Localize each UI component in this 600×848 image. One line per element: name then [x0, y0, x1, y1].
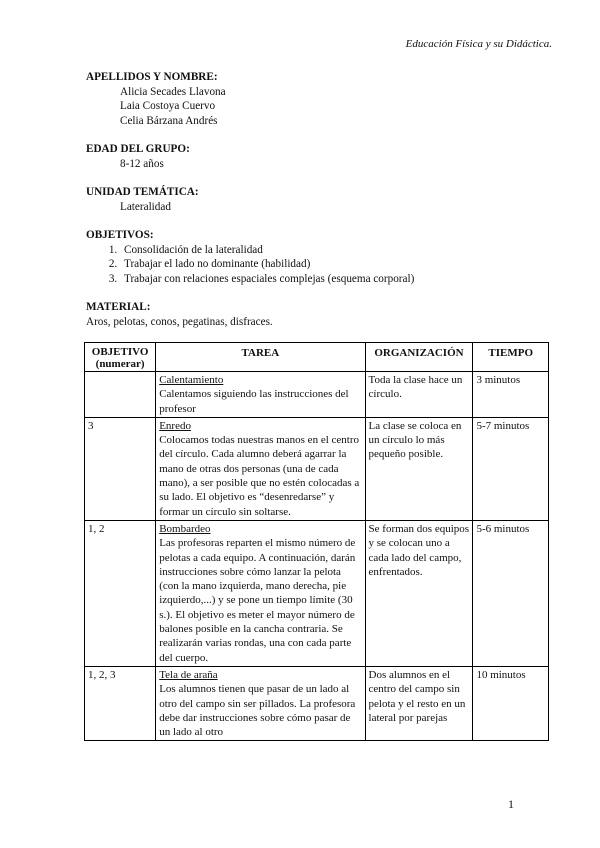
name-3: Celia Bárzana Andrés: [120, 114, 218, 127]
material-value: Aros, pelotas, conos, pegatinas, disfraces.: [86, 315, 273, 328]
header-organizacion: ORGANIZACIÓN: [365, 343, 473, 372]
task-description: Colocamos todas nuestras manos en el centro del círculo. Cada alumno deberá agarrar la mano de otras dos personas (una de cada mano), a ser posible que no estén colocadas a su lado. El objetivo es “desenredarse” y formar un círculo sin soltarse.: [159, 434, 360, 518]
edad-heading: EDAD DEL GRUPO:: [86, 143, 190, 155]
cell-organizacion: La clase se coloca en un círculo lo más pequeño posible.: [365, 417, 473, 520]
header-objetivo-label: OBJETIVO: [91, 346, 149, 358]
cell-tiempo: 3 minutos: [473, 372, 549, 418]
cell-tarea: [156, 372, 365, 418]
name-1: Alicia Secades Llavona: [120, 85, 226, 98]
names-list: [86, 85, 556, 129]
header-tiempo: TIEMPO: [473, 343, 549, 372]
task-title: Calentamiento: [159, 374, 224, 386]
unidad-value: Lateralidad: [120, 200, 171, 213]
cell-organizacion: Dos alumnos en el centro del campo sin pelota y el resto en un lateral por parejas: [365, 666, 473, 740]
name-2: Laia Costoya Cuervo: [120, 100, 216, 112]
table-row: [85, 666, 549, 740]
table-header-row: [85, 343, 549, 372]
unidad-heading: UNIDAD TEMÁTICA:: [86, 186, 199, 198]
cell-tarea: [156, 520, 365, 666]
edad-value: 8-12 años: [120, 157, 164, 170]
header-objetivo-sub: (numerar): [95, 358, 145, 370]
cell-tarea: [156, 417, 365, 520]
task-title: Enredo: [159, 419, 191, 432]
table-row: [85, 417, 549, 520]
cell-tiempo: 5-7 minutos: [473, 417, 549, 520]
objetivos-list: [86, 243, 556, 287]
cell-objetivo: [85, 372, 156, 418]
task-description: Los alumnos tienen que pasar de un lado al otro del campo sin ser pillados. La profesora debe dar instrucciones sobre cómo pasar de un lado al otro: [159, 683, 356, 739]
running-header: Educación Física y su Didáctica.: [405, 38, 552, 50]
cell-objetivo: 1, 2, 3: [85, 666, 156, 740]
objetivo-item-2: 2. Trabajar el lado no dominante (habilidad): [120, 257, 556, 272]
cell-tarea: [156, 666, 365, 740]
task-description: Calentamos siguiendo las instrucciones del profesor: [159, 388, 349, 415]
cell-tiempo: 5-6 minutos: [473, 520, 549, 666]
activities-table: [84, 342, 549, 741]
objetivo-item-3: 3. Trabajar con relaciones espaciales complejas (esquema corporal): [120, 272, 556, 287]
table-row: [85, 520, 549, 666]
cell-organizacion: Toda la clase hace un círculo.: [365, 372, 473, 418]
header-objetivo: [85, 343, 156, 372]
apellidos-heading: APELLIDOS Y NOMBRE:: [86, 71, 218, 83]
cell-organizacion: Se forman dos equipos y se colocan uno a cada lado del campo, enfrentados.: [365, 520, 473, 666]
cell-tiempo: 10 minutos: [473, 666, 549, 740]
document-body: [86, 70, 556, 329]
header-tarea: TAREA: [156, 343, 365, 372]
cell-objetivo: 3: [85, 417, 156, 520]
task-title: Tela de araña: [159, 668, 218, 681]
material-heading: MATERIAL:: [86, 301, 151, 313]
task-description: Las profesoras reparten el mismo número de pelotas a cada equipo. A continuación, darán instrucciones sobre cómo lanzar la pelota (con la mano izquierda, mano derecha, pie izquierdo,...) y se pone un tiempo límite (30 s.). El objetivo es meter el mayor número de balones posible en la cancha contraria. Se realizarán varias rondas, una con cada parte del cuerpo.: [159, 537, 356, 664]
cell-objetivo: 1, 2: [85, 520, 156, 666]
table-row: [85, 372, 549, 418]
objetivos-heading: OBJETIVOS:: [86, 229, 154, 241]
page-number: 1: [508, 797, 514, 811]
task-title: Bombardeo: [159, 522, 211, 535]
objetivo-item-1: 1. Consolidación de la lateralidad: [120, 243, 556, 258]
